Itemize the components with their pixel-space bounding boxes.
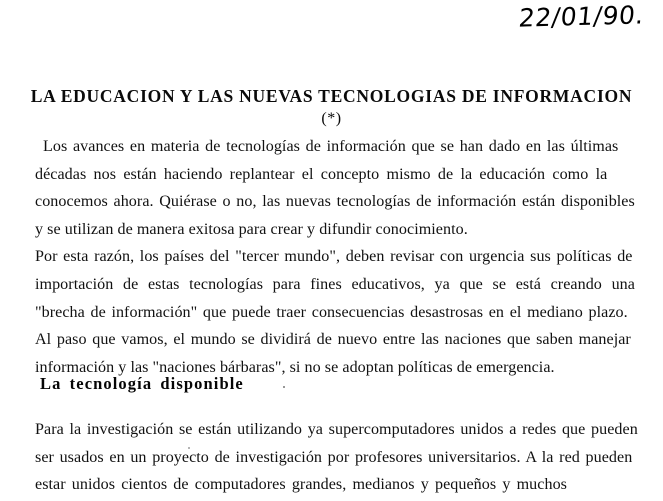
scan-speck-artifact bbox=[283, 386, 285, 388]
body-line: importación de estas tecnologías para fines educativos, ya que se está creando una bbox=[35, 275, 635, 293]
body-line: Los avances en materia de tecnologías de información que se han dado en las últimas bbox=[43, 138, 619, 155]
body-line: Para la investigación se están utilizando ya supercomputadores unidos a redes que pueden bbox=[35, 421, 638, 438]
body-line: información y las "naciones bárbaras", si no se adoptan políticas de emergencia. bbox=[35, 358, 555, 376]
body-line: décadas nos están haciendo replantear el concepto mismo de la educación como la bbox=[35, 165, 608, 183]
body-line: "brecha de información" que puede traer consecuencias desastrosas en el mediano plazo. bbox=[35, 303, 628, 321]
section-heading: La tecnología disponible bbox=[40, 374, 244, 393]
body-line: y se utilizan de manera exitosa para crear y difundir conocimiento. bbox=[35, 220, 468, 238]
handwritten-date-annotation: 22/01/90. bbox=[517, 0, 646, 33]
body-line: estar unidos cientos de computadores grandes, medianos y pequeños y muchos bbox=[35, 476, 567, 494]
body-line: ser usados en un proyecto de investigación por profesores universitarios. A la red pueden bbox=[35, 448, 633, 466]
title-footnote-marker: (*) bbox=[321, 110, 342, 127]
document-title: LA EDUCACION Y LAS NUEVAS TECNOLOGIAS DE INFORMACION bbox=[30, 86, 633, 106]
body-paragraph-block bbox=[35, 133, 635, 381]
body-line: Por esta razón, los países del "tercer mundo", deben revisar con urgencia sus políticas de bbox=[35, 248, 633, 266]
body-line: Al paso que vamos, el mundo se dividirá de nuevo entre las naciones que saben manejar bbox=[35, 331, 631, 349]
scan-speck-artifact bbox=[188, 447, 190, 449]
tail-paragraph-block bbox=[35, 416, 638, 499]
body-line: conocemos ahora. Quiérase o no, las nuevas tecnologías de información están disponibles bbox=[35, 193, 635, 211]
